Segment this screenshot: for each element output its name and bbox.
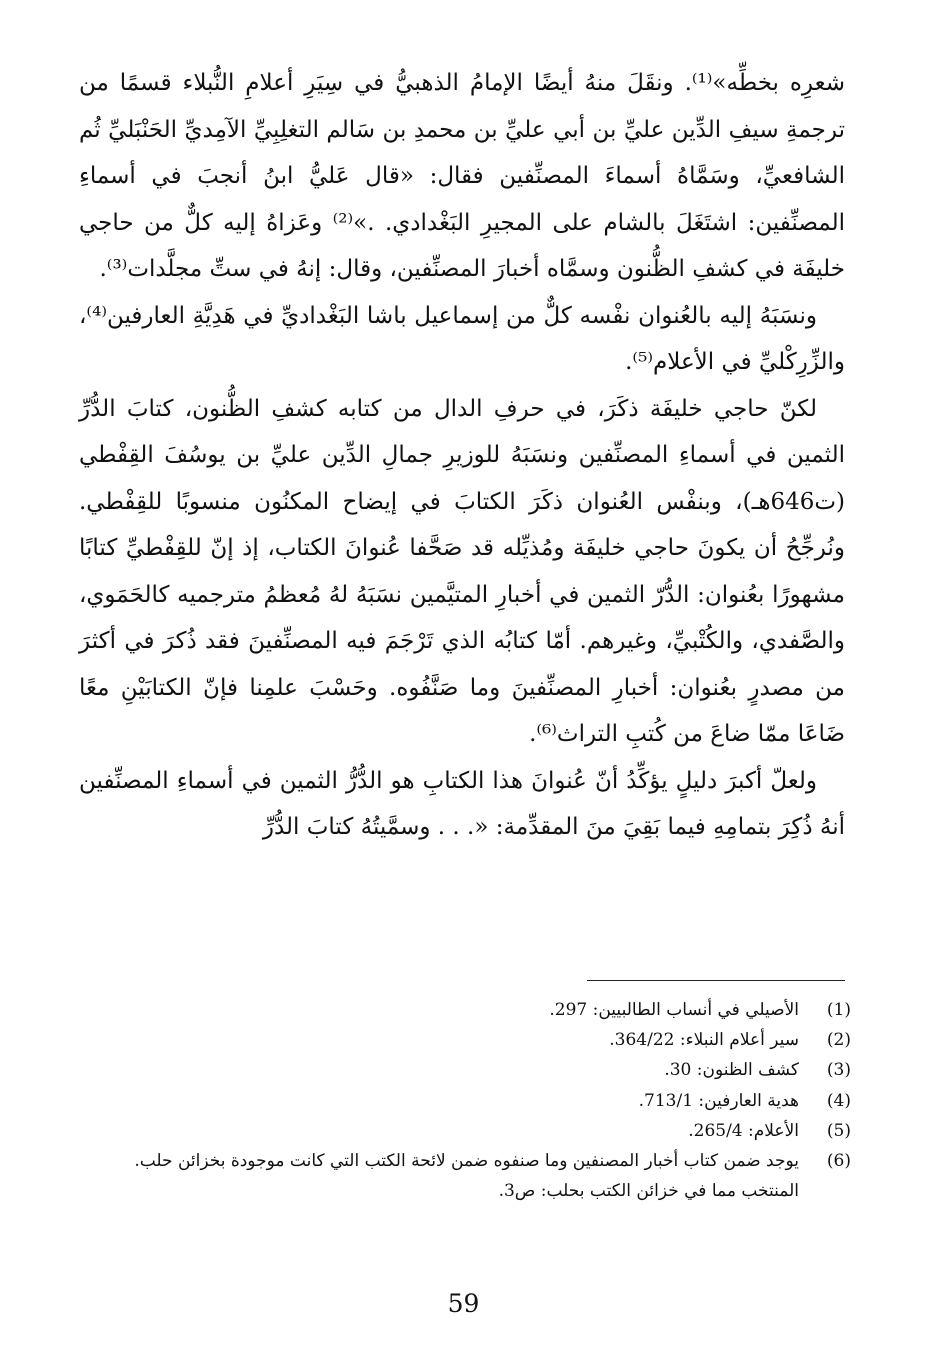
footnote-separator [587,980,845,981]
page-number: 59 [447,1289,480,1318]
footnote-text: كشف الظنون: 30. [664,1060,799,1081]
footnote-number: (3) [826,1060,851,1081]
footnote-text: سير أعلام النبلاء: 364/22. [609,1030,799,1051]
footnote-text: يوجد ضمن كتاب أخبار المصنفين وما صنفوه ضمن لائحة الكتب التي كانت موجودة بخزائن حلب. المنتخب مما في خزائن الكتب بحلب: ص3. [134,1151,799,1202]
footnote-number: (6) [826,1151,851,1172]
footnote-text: هدية العارفين: 713/1. [638,1090,799,1111]
footnote [79,1116,851,1146]
paragraph: ونسَبَهُ إليه بالعُنوان نفْسه كلٌّ من إسماعيل باشا البَغْداديِّ في هَدِيَّةِ العارفين⁽⁴⁾، والزِّرِكْليِّ في الأعلام⁽⁵⁾. [79,302,845,375]
paragraph: لكنّ حاجي خليفَة ذكَرَ، في حرفِ الدال من كتابه كشفِ الظُّنون، كتابَ الدُّرِّ الثمين في أسماءِ المصنِّفين ونسَبَهُ للوزيرِ جمالِ الدِّين عليِّ بن يوسُفَ القِفْطي (ت646هـ)، وبنفْس العُنوان ذكَرَ الكتابَ في إيضاح المكنُون منسوبًا للقِفْطي. ونُرجِّحُ أن يكونَ حاجي خليفَة ومُذيِّله قد صَحَّفا عُنوانَ الكتاب، إذ إنّ للقِفْطيِّ كتابًا مشهورًا بعُنوان: الدُّرّ الثمين في أخبارِ المتيَّمين نسَبَهُ لهُ مُعظمُ مترجميه كالحَمَوي، والصَّفدي، والكُتْبيِّ، وغيرهم. أمّا كتابُه الذي تَرْجَمَ فيه المصنِّفينَ فقد ذُكرَ في أكثرَ من مصدرٍ بعُنوان: أخبارِ المصنِّفينَ وما صَنَّفُوه. وحَسْبَ علمِنا فإنّ الكتابَيْنِ معًا ضَاعَا ممّا ضاعَ من كُتبِ التراث⁽⁶⁾. [79,395,845,747]
main-text [79,60,845,851]
footnote-text: الأعلام: 265/4. [688,1120,799,1141]
footnote [79,1146,851,1206]
footnote-number: (1) [826,1000,851,1020]
footnotes [79,995,851,1206]
footnote [79,1086,851,1116]
footnote-number: (4) [826,1090,851,1111]
footnote [79,1025,851,1055]
footnote [79,1055,851,1085]
footnote-number: (5) [826,1120,851,1141]
paragraph: ولعلّ أكبرَ دليلٍ يؤكِّدُ أنّ عُنوانَ هذا الكتابِ هو الدُّرُّ الثمين في أسماءِ المصنِّفين أنهُ ذُكِرَ بتمامِهِ فيما بَقِيَ منَ المقدِّمة: «. . . وسمَّيتُهُ كتابَ الدُّرِّ [79,767,845,840]
footnote-text: الأصيلي في أنساب الطالبيين: 297. [549,1000,799,1020]
paragraph: شعرِه بخطِّه»⁽¹⁾. ونقَلَ منهُ أيضًا الإمامُ الذهبيُّ في سِيَرِ أعلامِ النُّبلاء قسمًا من ترجمةِ سيفِ الدِّين عليِّ بن أبي عليِّ بن محمدِ بن سَالم التغلِبِيِّ الآمِديِّ الحَنْبَليِّ ثُم الشافعيِّ، وسَمَّاهُ أسماءَ المصنِّفين فقال: «قال عَليُّ ابنُ أنجبَ في أسماءِ المصنِّفين: اشتَغَلَ بالشام على المجيرِ البَغْدادي. .»⁽²⁾ وعَزاهُ إليه كلٌّ من حاجي خليفَة في كشفِ الظُّنون وسمَّاه أخبارَ المصنِّفين، وقال: إنهُ في ستِّ مجلَّدات⁽³⁾. [79,70,845,282]
footnote-number: (2) [826,1030,851,1051]
footnote [79,995,851,1025]
